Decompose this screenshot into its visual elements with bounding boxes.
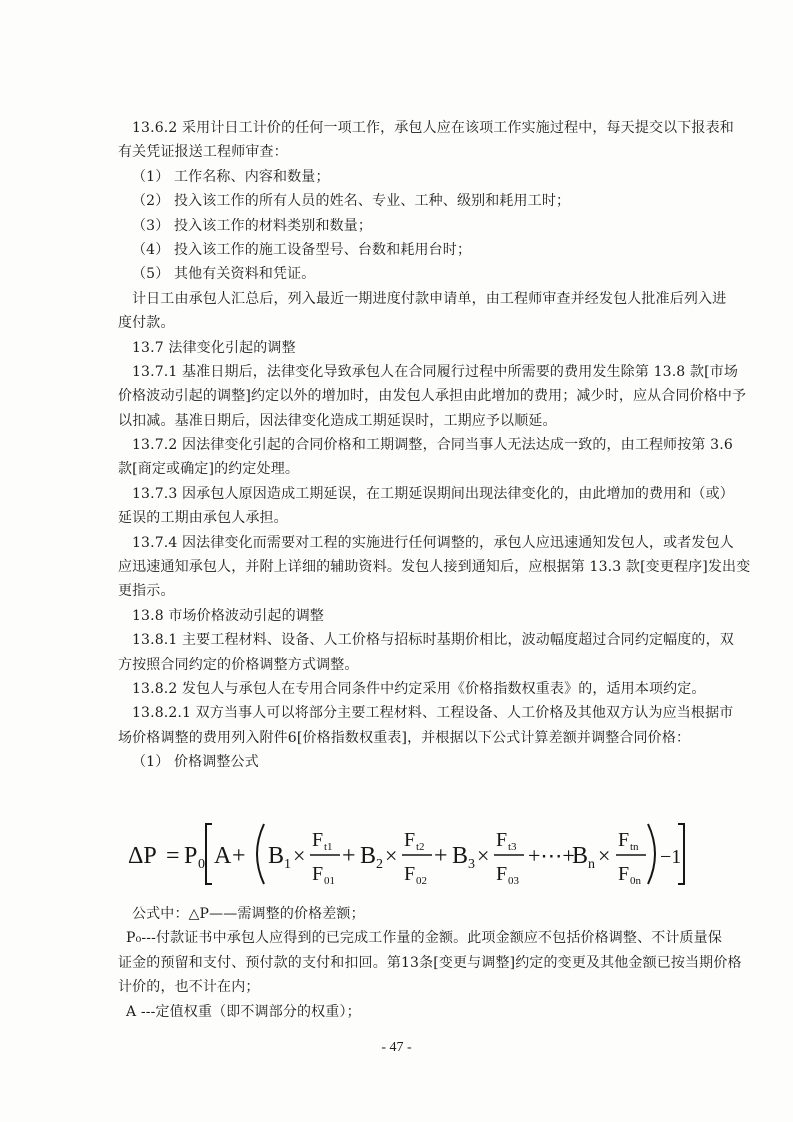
formula-minus-one: −1	[660, 846, 682, 868]
text-line: 有关凭证报送工程师审查：	[118, 144, 288, 161]
text-line: 13.7.4 因法律变化而需要对工程的实施进行任何调整的，承包人应迅速通知发包人，或者发包人	[132, 534, 734, 551]
text-line: 价格波动引起的调整]约定以外的增加时，由发包人承担由此增加的费用；减少时，应从合同价格中予	[118, 388, 747, 405]
formula-left-paren	[257, 824, 264, 884]
text-line: 延误的工期由承包人承担。	[118, 510, 288, 527]
formula-plus-3: +	[434, 843, 448, 869]
formula-ellipsis: +⋯+	[528, 843, 575, 868]
text-line: A ---定值权重（即不调部分的权重）；	[126, 1003, 361, 1020]
text-line: 证金的预留和支付、预付款的支付和扣回。第13条[变更与调整]约定的变更及其他金额已按当期价格	[118, 954, 742, 971]
text-line: 应迅速通知承包人，并附上详细的辅助资料。发包人接到通知后，应根据第 13.3 款[变更程序]发出变	[118, 559, 751, 576]
formula-f0n-sub: 0n	[630, 875, 641, 887]
formula-ft1: F	[312, 829, 324, 851]
formula-b3: B	[452, 843, 469, 869]
formula-times-n: ×	[598, 843, 611, 868]
text-line: 13.8.2 发包人与承包人在专用合同条件中约定采用《价格指数权重表》的，适用本项约定。	[132, 680, 706, 697]
text-line: （3） 投入该工作的材料类别和数量；	[132, 217, 373, 234]
formula-left-bracket	[206, 824, 212, 884]
text-line: P₀---付款证书中承包人应得到的已完成工作量的金额。此项金额应不包括价格调整、不计质量保	[126, 930, 722, 947]
formula-p0-sub: 0	[198, 857, 205, 872]
formula-b2: B	[360, 843, 377, 869]
text-line: 方按照合同约定的价格调整方式调整。	[118, 656, 359, 673]
formula-f03-sub: 03	[508, 875, 519, 887]
formula-b3-sub: 3	[468, 857, 475, 872]
formula-graphic	[126, 818, 686, 890]
body-text-top	[118, 116, 751, 775]
text-line: （1） 价格调整公式	[132, 754, 259, 771]
price-adjustment-formula	[126, 818, 686, 890]
text-line: （5） 其他有关资料和凭证。	[132, 266, 316, 283]
formula-ft3: F	[496, 829, 508, 851]
text-line: 度付款。	[118, 315, 175, 332]
text-line: 13.6.2 采用计日工计价的任何一项工作，承包人应在该项工作实施过程中，每天提交以下报表和	[132, 120, 734, 136]
formula-ft2: F	[404, 829, 416, 851]
formula-b2-sub: 2	[376, 857, 383, 872]
text-line: 13.7.2 因法律变化引起的合同价格和工期调整，合同当事人无法达成一致的，由工程师按第 3.6	[132, 437, 733, 454]
text-line: （1） 工作名称、内容和数量；	[132, 168, 330, 185]
formula-delta-p: ΔP	[128, 843, 157, 869]
text-line: （2） 投入该工作的所有人员的姓名、专业、工种、级别和耗用工时；	[132, 193, 571, 210]
text-line: 计日工由承包人汇总后，列入最近一期进度付款申请单，由工程师审查并经发包人批准后列入进	[132, 290, 727, 307]
formula-times-2: ×	[385, 843, 398, 868]
formula-f03: F	[496, 863, 508, 885]
formula-right-paren	[648, 824, 655, 884]
page-number: - 47 -	[381, 1040, 412, 1055]
formula-f02-sub: 02	[416, 875, 427, 887]
formula-ft2-sub: t2	[416, 841, 425, 853]
text-line: 13.8.1 主要工程材料、设备、人工价格与招标时基期价相比，波动幅度超过合同约定幅度的，双	[132, 632, 734, 649]
text-line: 13.8 市场价格波动引起的调整	[132, 607, 325, 624]
formula-equals: =	[166, 843, 180, 869]
formula-ft1-sub: t1	[324, 841, 333, 853]
formula-bn: B	[572, 843, 589, 869]
formula-bn-sub: n	[588, 857, 595, 872]
formula-times-3: ×	[477, 843, 490, 868]
body-text-bottom	[118, 902, 742, 1024]
formula-b1: B	[268, 843, 285, 869]
formula-ftn-sub: tn	[630, 841, 639, 853]
formula-f01: F	[312, 863, 324, 885]
formula-plus-1: +	[232, 843, 246, 869]
formula-a: A	[214, 843, 232, 869]
text-line: 以扣减。基准日期后，因法律变化造成工期延误时，工期应予以顺延。	[118, 412, 557, 429]
text-line: 计价的，也不计在内；	[118, 979, 260, 996]
text-line: 款[商定或确定]的约定处理。	[118, 461, 300, 478]
text-line: 场价格调整的费用列入附件6[价格指数权重表]，并根据以下公式计算差额并调整合同价格：	[118, 729, 691, 746]
text-line: 13.7.1 基准日期后，法律变化导致承包人在合同履行过程中所需要的费用发生除第 13.8 款[市场	[132, 363, 739, 380]
formula-b1-sub: 1	[284, 857, 291, 872]
text-line: 13.8.2.1 双方当事人可以将部分主要工程材料、工程设备、人工价格及其他双方认为应当根据市	[132, 705, 734, 722]
formula-f02: F	[404, 863, 416, 885]
formula-times-1: ×	[293, 843, 306, 868]
text-line: 公式中：△P——需调整的价格差额；	[132, 906, 365, 922]
formula-ftn: F	[618, 829, 630, 851]
text-line: 13.7.3 因承包人原因造成工期延误，在工期延误期间出现法律变化的，由此增加的费用和（或）	[132, 485, 734, 502]
text-line: 更指示。	[118, 583, 175, 600]
text-line: （4） 投入该工作的施工设备型号、台数和耗用台时；	[132, 241, 472, 258]
formula-f0n: F	[618, 863, 630, 885]
text-line: 13.7 法律变化引起的调整	[132, 339, 296, 356]
formula-ft3-sub: t3	[508, 841, 517, 853]
formula-plus-2: +	[342, 843, 356, 869]
formula-p0: P	[184, 843, 198, 869]
formula-f01-sub: 01	[324, 875, 335, 887]
